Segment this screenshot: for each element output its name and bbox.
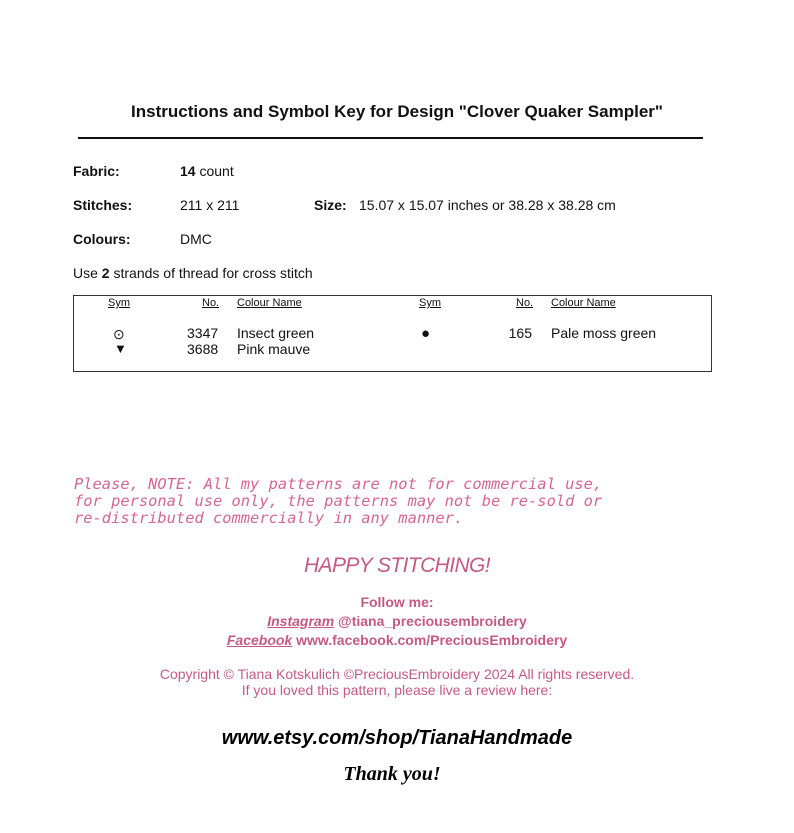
follow-heading: Follow me: (360, 594, 434, 610)
instagram-line (0, 613, 794, 629)
header-no-left: No. (202, 297, 220, 309)
header-sym-left: Sym (108, 297, 130, 309)
page-title: Instructions and Symbol Key for Design "Clover Quaker Sampler" (131, 102, 663, 121)
instagram-handle: @tiana_preciousembroidery (338, 613, 527, 629)
facebook-line (0, 632, 794, 648)
etsy-shop-link[interactable]: www.etsy.com/shop/TianaHandmade (221, 727, 573, 749)
fabric-count: 14 (180, 163, 196, 179)
note-line-2: for personal use only, the patterns may not be re-sold or (74, 492, 603, 510)
strands-suffix: strands of thread for cross stitch (113, 265, 313, 281)
right-row-1-no: 165 (508, 325, 532, 341)
stitches-label: Stitches: (73, 197, 133, 213)
review-request-line: If you loved this pattern, please live a review here: (241, 682, 553, 698)
header-colour-name-right: Colour Name (551, 297, 616, 309)
header-no-right: No. (516, 297, 534, 309)
colours-value: DMC (180, 231, 212, 247)
title-divider (78, 137, 703, 139)
header-colour-name-left: Colour Name (237, 297, 302, 309)
note-line-1: Please, NOTE: All my patterns are not for commercial use, (74, 475, 603, 493)
stitches-value: 211 x 211 (180, 197, 240, 213)
colours-label: Colours: (73, 231, 131, 247)
left-row-1-no: 3347 (187, 325, 219, 341)
filled-circle-symbol-icon: ● (421, 325, 431, 342)
right-row-1-name: Pale moss green (551, 325, 657, 341)
fabric-label: Fabric: (73, 163, 120, 179)
facebook-link[interactable]: Facebook (226, 632, 293, 648)
fabric-count-unit: count (199, 163, 234, 179)
left-row-1-name: Insect green (237, 325, 315, 341)
note-line-3: re-distributed commercially in any manner. (74, 509, 464, 527)
strands-count: 2 (101, 265, 110, 281)
size-value: 15.07 x 15.07 inches or 38.28 x 38.28 cm (359, 197, 616, 213)
instagram-link[interactable]: Instagram (267, 613, 335, 629)
facebook-url: www.facebook.com/PreciousEmbroidery (296, 632, 568, 648)
target-symbol-icon: ⊙ (113, 326, 125, 342)
left-row-2-name: Pink mauve (237, 341, 311, 357)
fabric-row (73, 163, 120, 179)
strands-prefix: Use (73, 265, 98, 281)
copyright-line: Copyright © Tiana Kotskulich ©PreciousEmbroidery 2024 All rights reserved. (159, 666, 635, 682)
triangle-down-symbol-icon: ▼ (114, 341, 127, 356)
symbol-key-table (73, 295, 712, 372)
strands-instruction (73, 265, 313, 281)
happy-stitching-heading: HAPPY STITCHING! (303, 554, 491, 577)
thank-you-text: Thank you! (343, 763, 441, 785)
commercial-use-note (74, 476, 714, 527)
header-sym-right: Sym (419, 297, 441, 309)
left-row-2-no: 3688 (187, 341, 219, 357)
size-label: Size: (314, 197, 347, 213)
fabric-value (180, 163, 234, 179)
